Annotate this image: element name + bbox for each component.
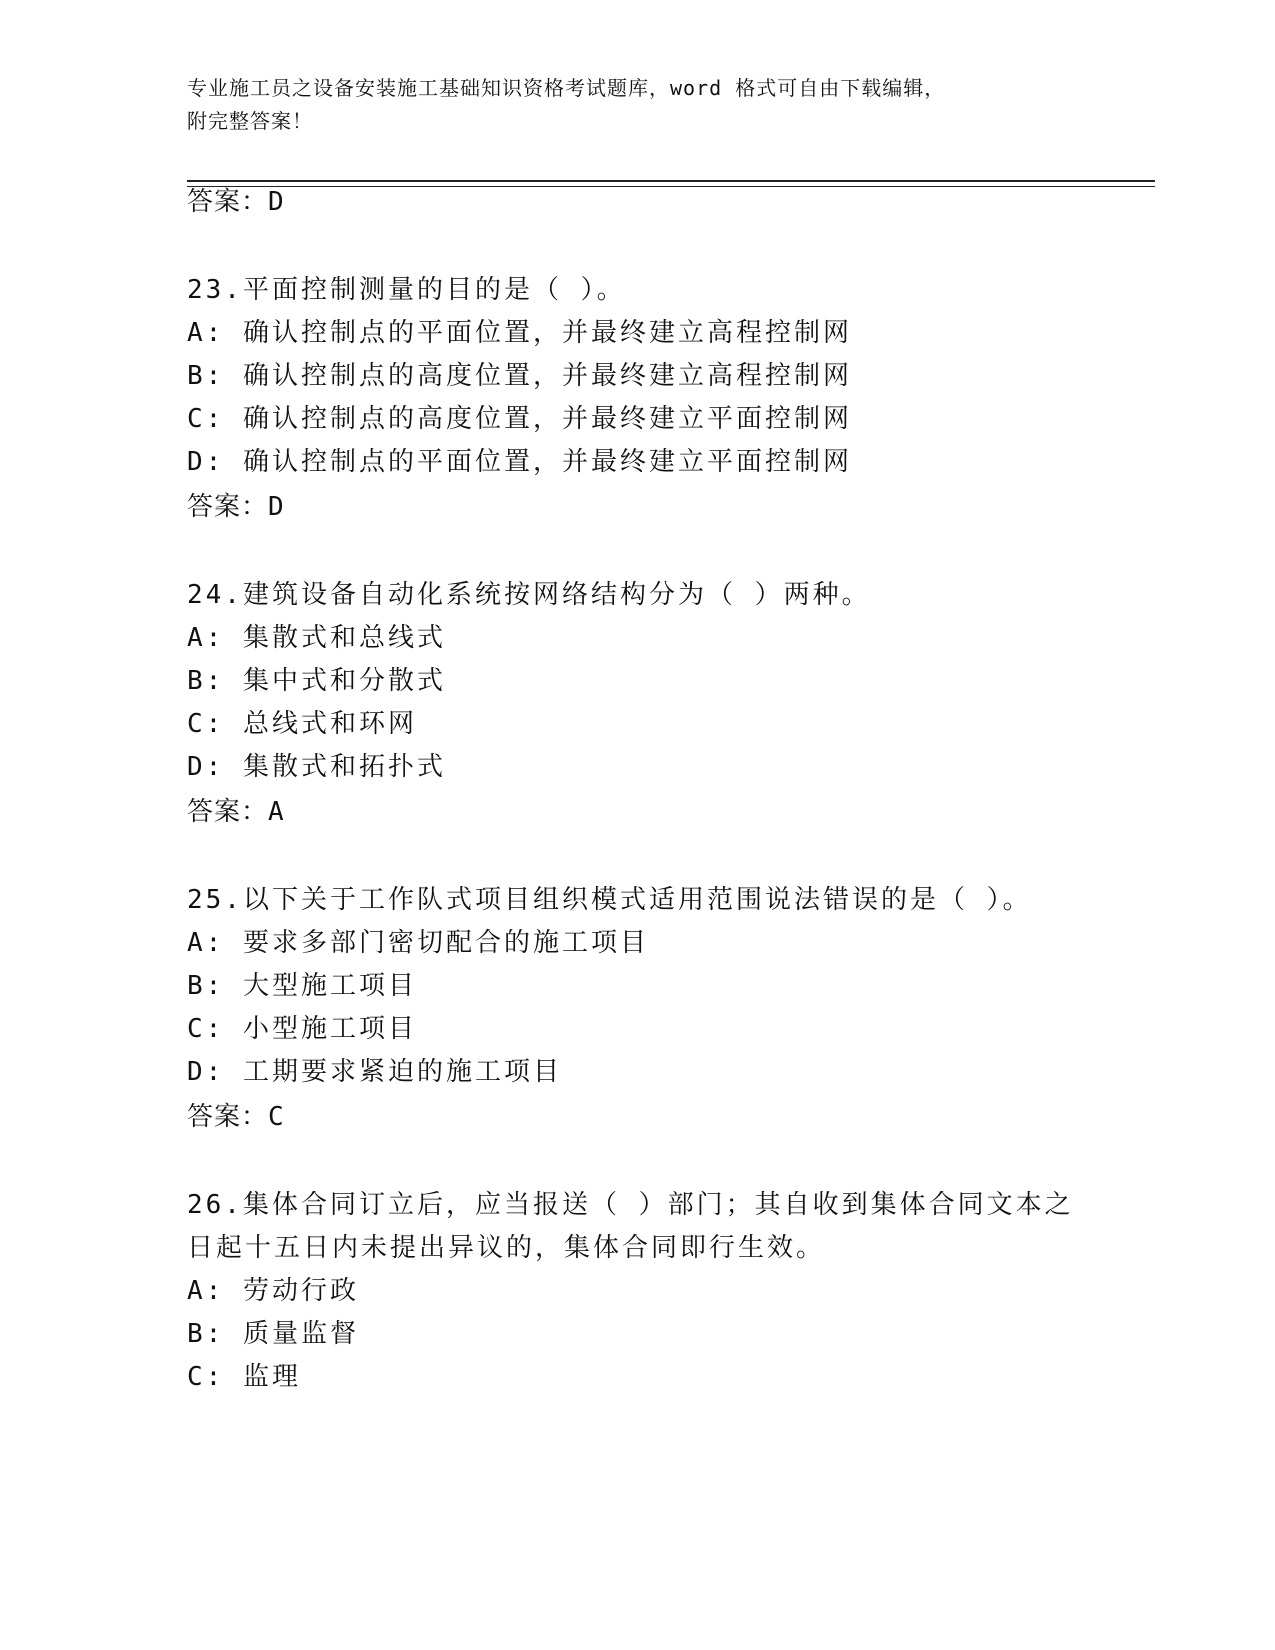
q24-option-c: C: 总线式和环网 [187,709,417,739]
q24-option-a: A: 集散式和总线式 [187,623,446,653]
q25-option-c: C: 小型施工项目 [187,1014,417,1044]
q26-option-b: B: 质量监督 [187,1319,359,1349]
question-26-line-1: 26.集体合同订立后，应当报送（ ）部门；其自收到集体合同文本之 [187,1190,1074,1220]
answer-22: 答案：D [187,187,285,217]
q25-option-a: A: 要求多部门密切配合的施工项目 [187,928,649,958]
q24-option-b: B: 集中式和分散式 [187,666,446,696]
header-divider-top [187,180,1155,182]
header-line-2: 附完整答案！ [187,109,313,133]
q23-option-c: C: 确认控制点的高度位置，并最终建立平面控制网 [187,404,852,434]
header-line-1: 专业施工员之设备安装施工基础知识资格考试题库，word 格式可自由下载编辑， [187,76,946,100]
q26-option-a: A: 劳动行政 [187,1276,359,1306]
q23-option-a: A: 确认控制点的平面位置，并最终建立高程控制网 [187,318,852,348]
q25-option-b: B: 大型施工项目 [187,971,417,1001]
q23-option-b: B: 确认控制点的高度位置，并最终建立高程控制网 [187,361,852,391]
answer-25: 答案：C [187,1102,285,1132]
document-header [187,72,1087,138]
q26-option-c: C: 监理 [187,1362,301,1392]
question-25: 25.以下关于工作队式项目组织模式适用范围说法错误的是（ ）。 [187,885,1032,915]
question-24: 24.建筑设备自动化系统按网络结构分为（ ）两种。 [187,580,871,610]
question-26-line-2: 日起十五日内未提出异议的，集体合同即行生效。 [187,1233,826,1263]
question-23: 23.平面控制测量的目的是（ ）。 [187,275,626,305]
q25-option-d: D: 工期要求紧迫的施工项目 [187,1057,562,1087]
q24-option-d: D: 集散式和拓扑式 [187,752,446,782]
answer-24: 答案：A [187,797,285,827]
header-divider-bottom [187,186,1155,187]
answer-23: 答案：D [187,492,285,522]
q23-option-d: D: 确认控制点的平面位置，并最终建立平面控制网 [187,447,852,477]
